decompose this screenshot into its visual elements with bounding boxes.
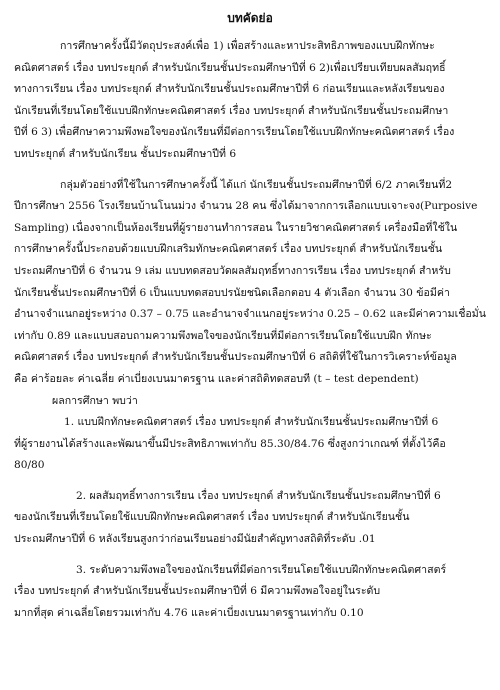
text-line: อำนาจจำแนกอยู่ระหว่าง 0.37 – 0.75 และอำนาจจำแนกอยู่ระหว่าง 0.25 – 0.62 และมีค่าความเชื่อมั่น xyxy=(14,308,486,321)
result-item-3 xyxy=(14,560,486,625)
text-line: การศึกษาครั้งนี้มีวัตถุประสงค์เพื่อ 1) เพื่อสร้างและหาประสิทธิภาพของแบบฝึกทักษะ xyxy=(60,40,435,52)
paragraph-gap xyxy=(14,477,486,486)
paragraph-gap xyxy=(14,166,486,175)
result-item-2 xyxy=(14,486,486,551)
text-line: ปีการศึกษา 2556 โรงเรียนบ้านโนนม่วง จำนวน 28 คน ซึ่งได้มาจากการเลือกแบบเจาะจง(Purposive xyxy=(14,200,478,213)
text-line: นักเรียนชั้นประถมศึกษาปีที่ 6 เป็นแบบทดสอบปรนัยชนิดเลือกตอบ 4 ตัวเลือก จำนวน 30 ข้อมีค่า xyxy=(14,286,450,299)
page-title: บทคัดย่อ xyxy=(227,11,273,25)
text-line: นักเรียนที่เรียนโดยใช้แบบฝึกทักษะคณิตศาสตร์ เรื่อง บทประยุกต์ สำหรับนักเรียนชั้นประถมศึกษา xyxy=(14,104,449,117)
text-line: บทประยุกต์ สำหรับนักเรียน ชั้นประถมศึกษาปีที่ 6 xyxy=(14,147,237,160)
text-line: การศึกษาครั้งนี้ประกอบด้วยแบบฝึกเสริมทักษะคณิตศาสตร์ เรื่อง บทประยุกต์ สำหรับนักเรียนชั้น xyxy=(14,243,443,256)
text-line: คณิตศาสตร์ เรื่อง บทประยุกต์ สำหรับนักเรียนชั้นประถมศึกษาปีที่ 6 2)เพื่อเปรียบเทียบผลสัมฤทธิ์ xyxy=(14,61,446,74)
text-line: ปีที่ 6 3) เพื่อศึกษาความพึงพอใจของนักเรียนที่มีต่อการเรียนโดยใช้แบบฝึกทักษะคณิตศาสตร์ เรื่อง xyxy=(14,126,455,139)
purpose-paragraph xyxy=(14,36,486,166)
paragraph-gap xyxy=(14,551,486,560)
text-line: เท่ากับ 0.89 และแบบสอบถามความพึงพอใจของนักเรียนที่มีต่อการเรียนโดยใช้แบบฝึก ทักษะ xyxy=(14,329,432,342)
text-line: 80/80 xyxy=(14,459,45,472)
sample-paragraph xyxy=(14,175,486,391)
text-line: เรื่อง บทประยุกต์ สำหรับนักเรียนชั้นประถมศึกษาปีที่ 6 มีความพึงพอใจอยู่ในระดับ xyxy=(14,585,381,598)
text-line: 3. ระดับความพึงพอใจของนักเรียนที่มีต่อการเรียนโดยใช้แบบฝึกทักษะคณิตศาสตร์ xyxy=(76,563,447,576)
text-line: Sampling) เนื่องจากเป็นห้องเรียนที่ผู้รายงานทำการสอน ในรายวิชาคณิตศาสตร์ เครื่องมือที่ใช้ใน xyxy=(14,221,458,234)
text-line: ทางการเรียน เรื่อง บทประยุกต์ สำหรับนักเรียนชั้นประถมศึกษาปีที่ 6 ก่อนเรียนและหลังเรียนของ xyxy=(14,83,445,96)
text-line: ประถมศึกษาปีที่ 6 จำนวน 9 เล่ม แบบทดสอบวัดผลสัมฤทธิ์ทางการเรียน เรื่อง บทประยุกต์ สำหรับ xyxy=(14,264,451,277)
text-line: ของนักเรียนที่เรียนโดยใช้แบบฝึกทักษะคณิตศาสตร์ เรื่อง บทประยุกต์ สำหรับนักเรียนชั้น xyxy=(14,511,410,524)
text-line: 2. ผลสัมฤทธิ์ทางการเรียน เรื่อง บทประยุกต์ สำหรับนักเรียนชั้นประถมศึกษาปีที่ 6 xyxy=(76,489,441,502)
text-line: กลุ่มตัวอย่างที่ใช้ในการศึกษาครั้งนี้ ได้แก่ นักเรียนชั้นประถมศึกษาปีที่ 6/2 ภาคเรียนที่2 xyxy=(60,178,453,191)
text-line: คือ ค่าร้อยละ ค่าเฉลี่ย ค่าเบี่ยงเบนมาตรฐาน และค่าสถิติทดสอบที (t – test dependent) xyxy=(14,372,419,385)
text-line: ที่ผู้รายงานได้สร้างและพัฒนาขึ้นมีประสิทธิภาพเท่ากับ 85.30/84.76 ซึ่งสูงกว่าเกณฑ์ ที่ตั้งไว้คือ xyxy=(14,437,446,450)
text-line: 1. แบบฝึกทักษะคณิตศาสตร์ เรื่อง บทประยุกต์ สำหรับนักเรียนชั้นประถมศึกษาปีที่ 6 xyxy=(64,416,439,429)
results-heading xyxy=(14,391,486,413)
result-item-1 xyxy=(14,412,486,477)
text-line: มากที่สุด ค่าเฉลี่ยโดยรวมเท่ากับ 4.76 และค่าเบี่ยงเบนมาตรฐานเท่ากับ 0.10 xyxy=(14,606,364,619)
text-line: คณิตศาสตร์ เรื่อง บทประยุกต์ สำหรับนักเรียนชั้นประถมศึกษาปีที่ 6 สถิติที่ใช้ในการวิเคราะห์ข้อมูล xyxy=(14,351,457,364)
results-heading-text: ผลการศึกษา พบว่า xyxy=(52,394,138,407)
text-line: ประถมศึกษาปีที่ 6 หลังเรียนสูงกว่าก่อนเรียนอย่างมีนัยสำคัญทางสถิติที่ระดับ .01 xyxy=(14,533,376,546)
